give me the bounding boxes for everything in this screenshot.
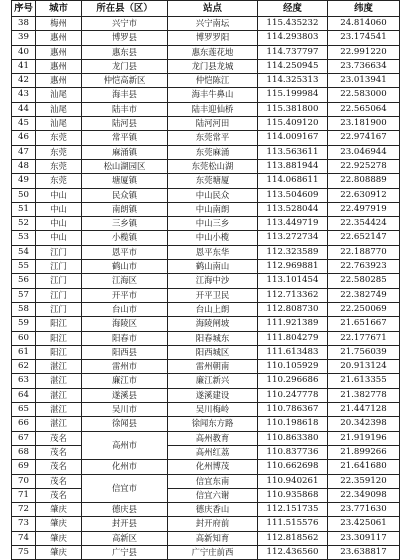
row-county: 高州市 xyxy=(82,431,168,460)
row-longitude: 110.247778 xyxy=(258,388,328,402)
row-city: 中山 xyxy=(36,217,82,231)
row-city: 惠州 xyxy=(36,45,82,59)
row-latitude: 22.991220 xyxy=(328,45,400,59)
row-longitude: 112.323589 xyxy=(258,245,328,259)
row-longitude: 112.969881 xyxy=(258,260,328,274)
row-station: 江海中沙 xyxy=(168,274,258,288)
row-station: 雷州朝南 xyxy=(168,360,258,374)
row-station: 博罗罗阳 xyxy=(168,31,258,45)
row-index: 72 xyxy=(12,503,36,517)
row-county: 陆丰市 xyxy=(82,102,168,116)
row-longitude: 110.940261 xyxy=(258,474,328,488)
row-city: 茂名 xyxy=(36,431,82,445)
row-latitude: 23.771630 xyxy=(328,503,400,517)
row-city: 中山 xyxy=(36,231,82,245)
row-city: 惠州 xyxy=(36,31,82,45)
row-latitude: 23.174541 xyxy=(328,31,400,45)
row-index: 67 xyxy=(12,431,36,445)
row-county: 广宁县 xyxy=(82,545,168,559)
table-row xyxy=(12,331,400,345)
table-row xyxy=(12,88,400,102)
row-latitude: 22.583000 xyxy=(328,88,400,102)
row-longitude: 114.068611 xyxy=(258,174,328,188)
table-row xyxy=(12,417,400,431)
row-county: 遂溪县 xyxy=(82,388,168,402)
row-longitude: 113.504609 xyxy=(258,188,328,202)
table-row xyxy=(12,188,400,202)
row-station: 吴川梅岭 xyxy=(168,403,258,417)
table-row xyxy=(12,102,400,116)
row-station: 中山小榄 xyxy=(168,231,258,245)
header-county: 所在县（区） xyxy=(82,1,168,17)
row-index: 64 xyxy=(12,388,36,402)
row-station: 徐闻东方路 xyxy=(168,417,258,431)
row-county: 恩平市 xyxy=(82,245,168,259)
row-city: 汕尾 xyxy=(36,88,82,102)
row-county: 小榄镇 xyxy=(82,231,168,245)
row-county: 龙门县 xyxy=(82,59,168,73)
row-longitude: 112.713362 xyxy=(258,288,328,302)
table-row xyxy=(12,445,400,459)
row-station: 兴宁南坛 xyxy=(168,17,258,31)
table-row xyxy=(12,431,400,445)
row-longitude: 110.786367 xyxy=(258,403,328,417)
row-index: 71 xyxy=(12,488,36,502)
row-county: 吴川市 xyxy=(82,403,168,417)
table-row xyxy=(12,217,400,231)
row-county: 阳西县 xyxy=(82,345,168,359)
row-station: 高新知育 xyxy=(168,531,258,545)
row-county: 雷州市 xyxy=(82,360,168,374)
row-latitude: 23.638817 xyxy=(328,545,400,559)
row-city: 惠州 xyxy=(36,74,82,88)
row-latitude: 22.580285 xyxy=(328,274,400,288)
row-latitude: 23.181900 xyxy=(328,117,400,131)
row-latitude: 23.046944 xyxy=(328,145,400,159)
row-index: 53 xyxy=(12,231,36,245)
row-longitude: 113.528044 xyxy=(258,202,328,216)
station-table xyxy=(11,0,400,560)
table-row xyxy=(12,460,400,474)
table-row xyxy=(12,503,400,517)
row-latitude: 21.919196 xyxy=(328,431,400,445)
row-station: 海陵闸坡 xyxy=(168,317,258,331)
row-county: 廉江市 xyxy=(82,374,168,388)
table-row xyxy=(12,517,400,531)
table-body xyxy=(12,17,400,560)
row-latitude: 22.925278 xyxy=(328,159,400,173)
table-row xyxy=(12,17,400,31)
row-county: 博罗县 xyxy=(82,31,168,45)
row-county: 封开县 xyxy=(82,517,168,531)
row-city: 东莞 xyxy=(36,159,82,173)
row-latitude: 22.382749 xyxy=(328,288,400,302)
row-longitude: 112.436560 xyxy=(258,545,328,559)
header-city: 城市 xyxy=(36,1,82,17)
row-index: 57 xyxy=(12,288,36,302)
row-station: 封开府前 xyxy=(168,517,258,531)
row-index: 40 xyxy=(12,45,36,59)
row-latitude: 22.177671 xyxy=(328,331,400,345)
row-city: 湛江 xyxy=(36,403,82,417)
table-row xyxy=(12,317,400,331)
row-county: 鹤山市 xyxy=(82,260,168,274)
row-county: 开平市 xyxy=(82,288,168,302)
row-city: 江门 xyxy=(36,302,82,316)
table-row xyxy=(12,545,400,559)
row-latitude: 22.188770 xyxy=(328,245,400,259)
row-index: 47 xyxy=(12,145,36,159)
row-station: 东莞松山湖 xyxy=(168,159,258,173)
table-row xyxy=(12,531,400,545)
row-station: 阳西城区 xyxy=(168,345,258,359)
table-row xyxy=(12,403,400,417)
row-station: 鹤山南山 xyxy=(168,260,258,274)
row-longitude: 115.381800 xyxy=(258,102,328,116)
row-longitude: 110.935868 xyxy=(258,488,328,502)
row-index: 66 xyxy=(12,417,36,431)
row-city: 惠州 xyxy=(36,59,82,73)
row-longitude: 110.105929 xyxy=(258,360,328,374)
row-station: 东莞塘厦 xyxy=(168,174,258,188)
table-row xyxy=(12,260,400,274)
row-station: 信宜六谢 xyxy=(168,488,258,502)
row-longitude: 115.435232 xyxy=(258,17,328,31)
row-city: 茂名 xyxy=(36,474,82,488)
row-longitude: 115.199984 xyxy=(258,88,328,102)
row-index: 58 xyxy=(12,302,36,316)
row-index: 39 xyxy=(12,31,36,45)
row-county: 惠东县 xyxy=(82,45,168,59)
row-station: 台山上朗 xyxy=(168,302,258,316)
row-longitude: 113.449719 xyxy=(258,217,328,231)
row-station: 高州红荔 xyxy=(168,445,258,459)
table-row xyxy=(12,74,400,88)
table-row xyxy=(12,388,400,402)
table-row xyxy=(12,345,400,359)
row-index: 62 xyxy=(12,360,36,374)
row-index: 46 xyxy=(12,131,36,145)
row-longitude: 113.881944 xyxy=(258,159,328,173)
row-latitude: 23.736634 xyxy=(328,59,400,73)
row-county: 塘厦镇 xyxy=(82,174,168,188)
row-county: 阳春市 xyxy=(82,331,168,345)
row-index: 61 xyxy=(12,345,36,359)
row-latitude: 21.641680 xyxy=(328,460,400,474)
row-latitude: 21.447128 xyxy=(328,403,400,417)
row-latitude: 22.630912 xyxy=(328,188,400,202)
row-city: 中山 xyxy=(36,188,82,202)
row-station: 仲恺陈江 xyxy=(168,74,258,88)
row-index: 45 xyxy=(12,117,36,131)
table-row xyxy=(12,231,400,245)
row-city: 中山 xyxy=(36,202,82,216)
row-latitude: 23.013941 xyxy=(328,74,400,88)
row-county: 三乡镇 xyxy=(82,217,168,231)
row-county: 民众镇 xyxy=(82,188,168,202)
row-latitude: 21.899266 xyxy=(328,445,400,459)
row-latitude: 22.497919 xyxy=(328,202,400,216)
row-city: 茂名 xyxy=(36,445,82,459)
row-city: 肇庆 xyxy=(36,503,82,517)
row-longitude: 110.863380 xyxy=(258,431,328,445)
row-longitude: 112.808730 xyxy=(258,302,328,316)
row-station: 信宜东南 xyxy=(168,474,258,488)
row-station: 高州教育 xyxy=(168,431,258,445)
row-latitude: 22.808889 xyxy=(328,174,400,188)
row-latitude: 21.651667 xyxy=(328,317,400,331)
row-county: 常平镇 xyxy=(82,131,168,145)
table-row xyxy=(12,288,400,302)
table-row xyxy=(12,274,400,288)
row-station: 陆河河田 xyxy=(168,117,258,131)
row-index: 73 xyxy=(12,517,36,531)
row-station: 德庆香山 xyxy=(168,503,258,517)
row-city: 阳江 xyxy=(36,345,82,359)
row-longitude: 112.818562 xyxy=(258,531,328,545)
row-longitude: 111.515576 xyxy=(258,517,328,531)
row-station: 陆丰迎仙桥 xyxy=(168,102,258,116)
row-station: 中山三乡 xyxy=(168,217,258,231)
table-row xyxy=(12,374,400,388)
row-index: 55 xyxy=(12,260,36,274)
row-city: 东莞 xyxy=(36,145,82,159)
row-station: 遂溪建设 xyxy=(168,388,258,402)
header-station: 站点 xyxy=(168,1,258,17)
row-latitude: 22.349098 xyxy=(328,488,400,502)
row-longitude: 110.198618 xyxy=(258,417,328,431)
row-county: 南朗镇 xyxy=(82,202,168,216)
table-row xyxy=(12,360,400,374)
row-city: 肇庆 xyxy=(36,531,82,545)
row-station: 阳春城东 xyxy=(168,331,258,345)
row-latitude: 22.565064 xyxy=(328,102,400,116)
row-city: 湛江 xyxy=(36,374,82,388)
row-city: 阳江 xyxy=(36,331,82,345)
row-county: 海丰县 xyxy=(82,88,168,102)
row-longitude: 111.921389 xyxy=(258,317,328,331)
row-latitude: 21.756039 xyxy=(328,345,400,359)
row-county: 化州市 xyxy=(82,460,168,474)
row-latitude: 22.354424 xyxy=(328,217,400,231)
row-city: 汕尾 xyxy=(36,102,82,116)
row-city: 肇庆 xyxy=(36,545,82,559)
row-county: 松山湖园区 xyxy=(82,159,168,173)
row-station: 恩平东华 xyxy=(168,245,258,259)
row-city: 东莞 xyxy=(36,131,82,145)
row-longitude: 113.563611 xyxy=(258,145,328,159)
row-longitude: 114.250945 xyxy=(258,59,328,73)
row-county: 江海区 xyxy=(82,274,168,288)
row-city: 茂名 xyxy=(36,460,82,474)
row-county: 德庆县 xyxy=(82,503,168,517)
row-county: 兴宁市 xyxy=(82,17,168,31)
row-index: 75 xyxy=(12,545,36,559)
row-latitude: 23.425061 xyxy=(328,517,400,531)
row-station: 开平卫民 xyxy=(168,288,258,302)
row-index: 49 xyxy=(12,174,36,188)
row-county: 信宜市 xyxy=(82,474,168,503)
row-city: 汕尾 xyxy=(36,117,82,131)
row-city: 江门 xyxy=(36,274,82,288)
row-station: 广宁庄前西 xyxy=(168,545,258,559)
table-row xyxy=(12,145,400,159)
row-index: 56 xyxy=(12,274,36,288)
row-longitude: 115.409120 xyxy=(258,117,328,131)
row-city: 东莞 xyxy=(36,174,82,188)
table-row xyxy=(12,45,400,59)
table-row xyxy=(12,159,400,173)
row-station: 中山南朗 xyxy=(168,202,258,216)
table-row xyxy=(12,131,400,145)
row-index: 70 xyxy=(12,474,36,488)
row-longitude: 111.804279 xyxy=(258,331,328,345)
row-index: 38 xyxy=(12,17,36,31)
row-longitude: 114.293803 xyxy=(258,31,328,45)
row-longitude: 114.737797 xyxy=(258,45,328,59)
row-latitude: 23.309117 xyxy=(328,531,400,545)
row-index: 59 xyxy=(12,317,36,331)
table-header-row xyxy=(12,1,400,17)
row-station: 龙门县龙城 xyxy=(168,59,258,73)
table-row xyxy=(12,174,400,188)
row-city: 江门 xyxy=(36,260,82,274)
row-county: 陆河县 xyxy=(82,117,168,131)
table-row xyxy=(12,31,400,45)
row-county: 麻涌镇 xyxy=(82,145,168,159)
row-city: 江门 xyxy=(36,288,82,302)
row-latitude: 22.974167 xyxy=(328,131,400,145)
row-city: 阳江 xyxy=(36,317,82,331)
row-latitude: 20.913124 xyxy=(328,360,400,374)
header-longitude: 经度 xyxy=(258,1,328,17)
row-index: 48 xyxy=(12,159,36,173)
row-longitude: 114.009167 xyxy=(258,131,328,145)
table-row xyxy=(12,117,400,131)
row-index: 54 xyxy=(12,245,36,259)
row-index: 63 xyxy=(12,374,36,388)
row-county: 台山市 xyxy=(82,302,168,316)
row-city: 梅州 xyxy=(36,17,82,31)
row-station: 惠东莲花地 xyxy=(168,45,258,59)
row-longitude: 113.272734 xyxy=(258,231,328,245)
row-index: 42 xyxy=(12,74,36,88)
table-row xyxy=(12,302,400,316)
row-index: 52 xyxy=(12,217,36,231)
row-index: 41 xyxy=(12,59,36,73)
row-index: 69 xyxy=(12,460,36,474)
row-station: 化州博茂 xyxy=(168,460,258,474)
table-row xyxy=(12,245,400,259)
row-latitude: 21.382778 xyxy=(328,388,400,402)
row-station: 中山民众 xyxy=(168,188,258,202)
row-latitude: 22.359120 xyxy=(328,474,400,488)
row-index: 68 xyxy=(12,445,36,459)
row-county: 徐闻县 xyxy=(82,417,168,431)
row-station: 东莞常平 xyxy=(168,131,258,145)
row-station: 廉江新兴 xyxy=(168,374,258,388)
row-county: 高新区 xyxy=(82,531,168,545)
row-latitude: 21.613355 xyxy=(328,374,400,388)
table-row xyxy=(12,202,400,216)
row-longitude: 110.296686 xyxy=(258,374,328,388)
row-index: 65 xyxy=(12,403,36,417)
row-longitude: 110.662698 xyxy=(258,460,328,474)
row-longitude: 110.837736 xyxy=(258,445,328,459)
row-city: 湛江 xyxy=(36,388,82,402)
table-row xyxy=(12,488,400,502)
row-latitude: 22.652147 xyxy=(328,231,400,245)
row-longitude: 114.325313 xyxy=(258,74,328,88)
header-latitude: 纬度 xyxy=(328,1,400,17)
row-county: 仲恺高新区 xyxy=(82,74,168,88)
row-index: 50 xyxy=(12,188,36,202)
table-row xyxy=(12,59,400,73)
row-index: 74 xyxy=(12,531,36,545)
row-longitude: 112.151735 xyxy=(258,503,328,517)
row-station: 海丰牛鼻山 xyxy=(168,88,258,102)
station-table-container xyxy=(11,0,399,560)
row-city: 江门 xyxy=(36,245,82,259)
table-row xyxy=(12,474,400,488)
row-latitude: 20.342398 xyxy=(328,417,400,431)
row-city: 茂名 xyxy=(36,488,82,502)
row-city: 湛江 xyxy=(36,360,82,374)
row-city: 湛江 xyxy=(36,417,82,431)
header-index: 序号 xyxy=(12,1,36,17)
row-station: 东莞麻涌 xyxy=(168,145,258,159)
row-latitude: 22.763923 xyxy=(328,260,400,274)
row-index: 43 xyxy=(12,88,36,102)
row-latitude: 24.814060 xyxy=(328,17,400,31)
row-index: 51 xyxy=(12,202,36,216)
row-longitude: 111.613483 xyxy=(258,345,328,359)
row-index: 44 xyxy=(12,102,36,116)
row-county: 海陵区 xyxy=(82,317,168,331)
row-index: 60 xyxy=(12,331,36,345)
row-latitude: 22.250069 xyxy=(328,302,400,316)
row-longitude: 113.101454 xyxy=(258,274,328,288)
row-city: 肇庆 xyxy=(36,517,82,531)
